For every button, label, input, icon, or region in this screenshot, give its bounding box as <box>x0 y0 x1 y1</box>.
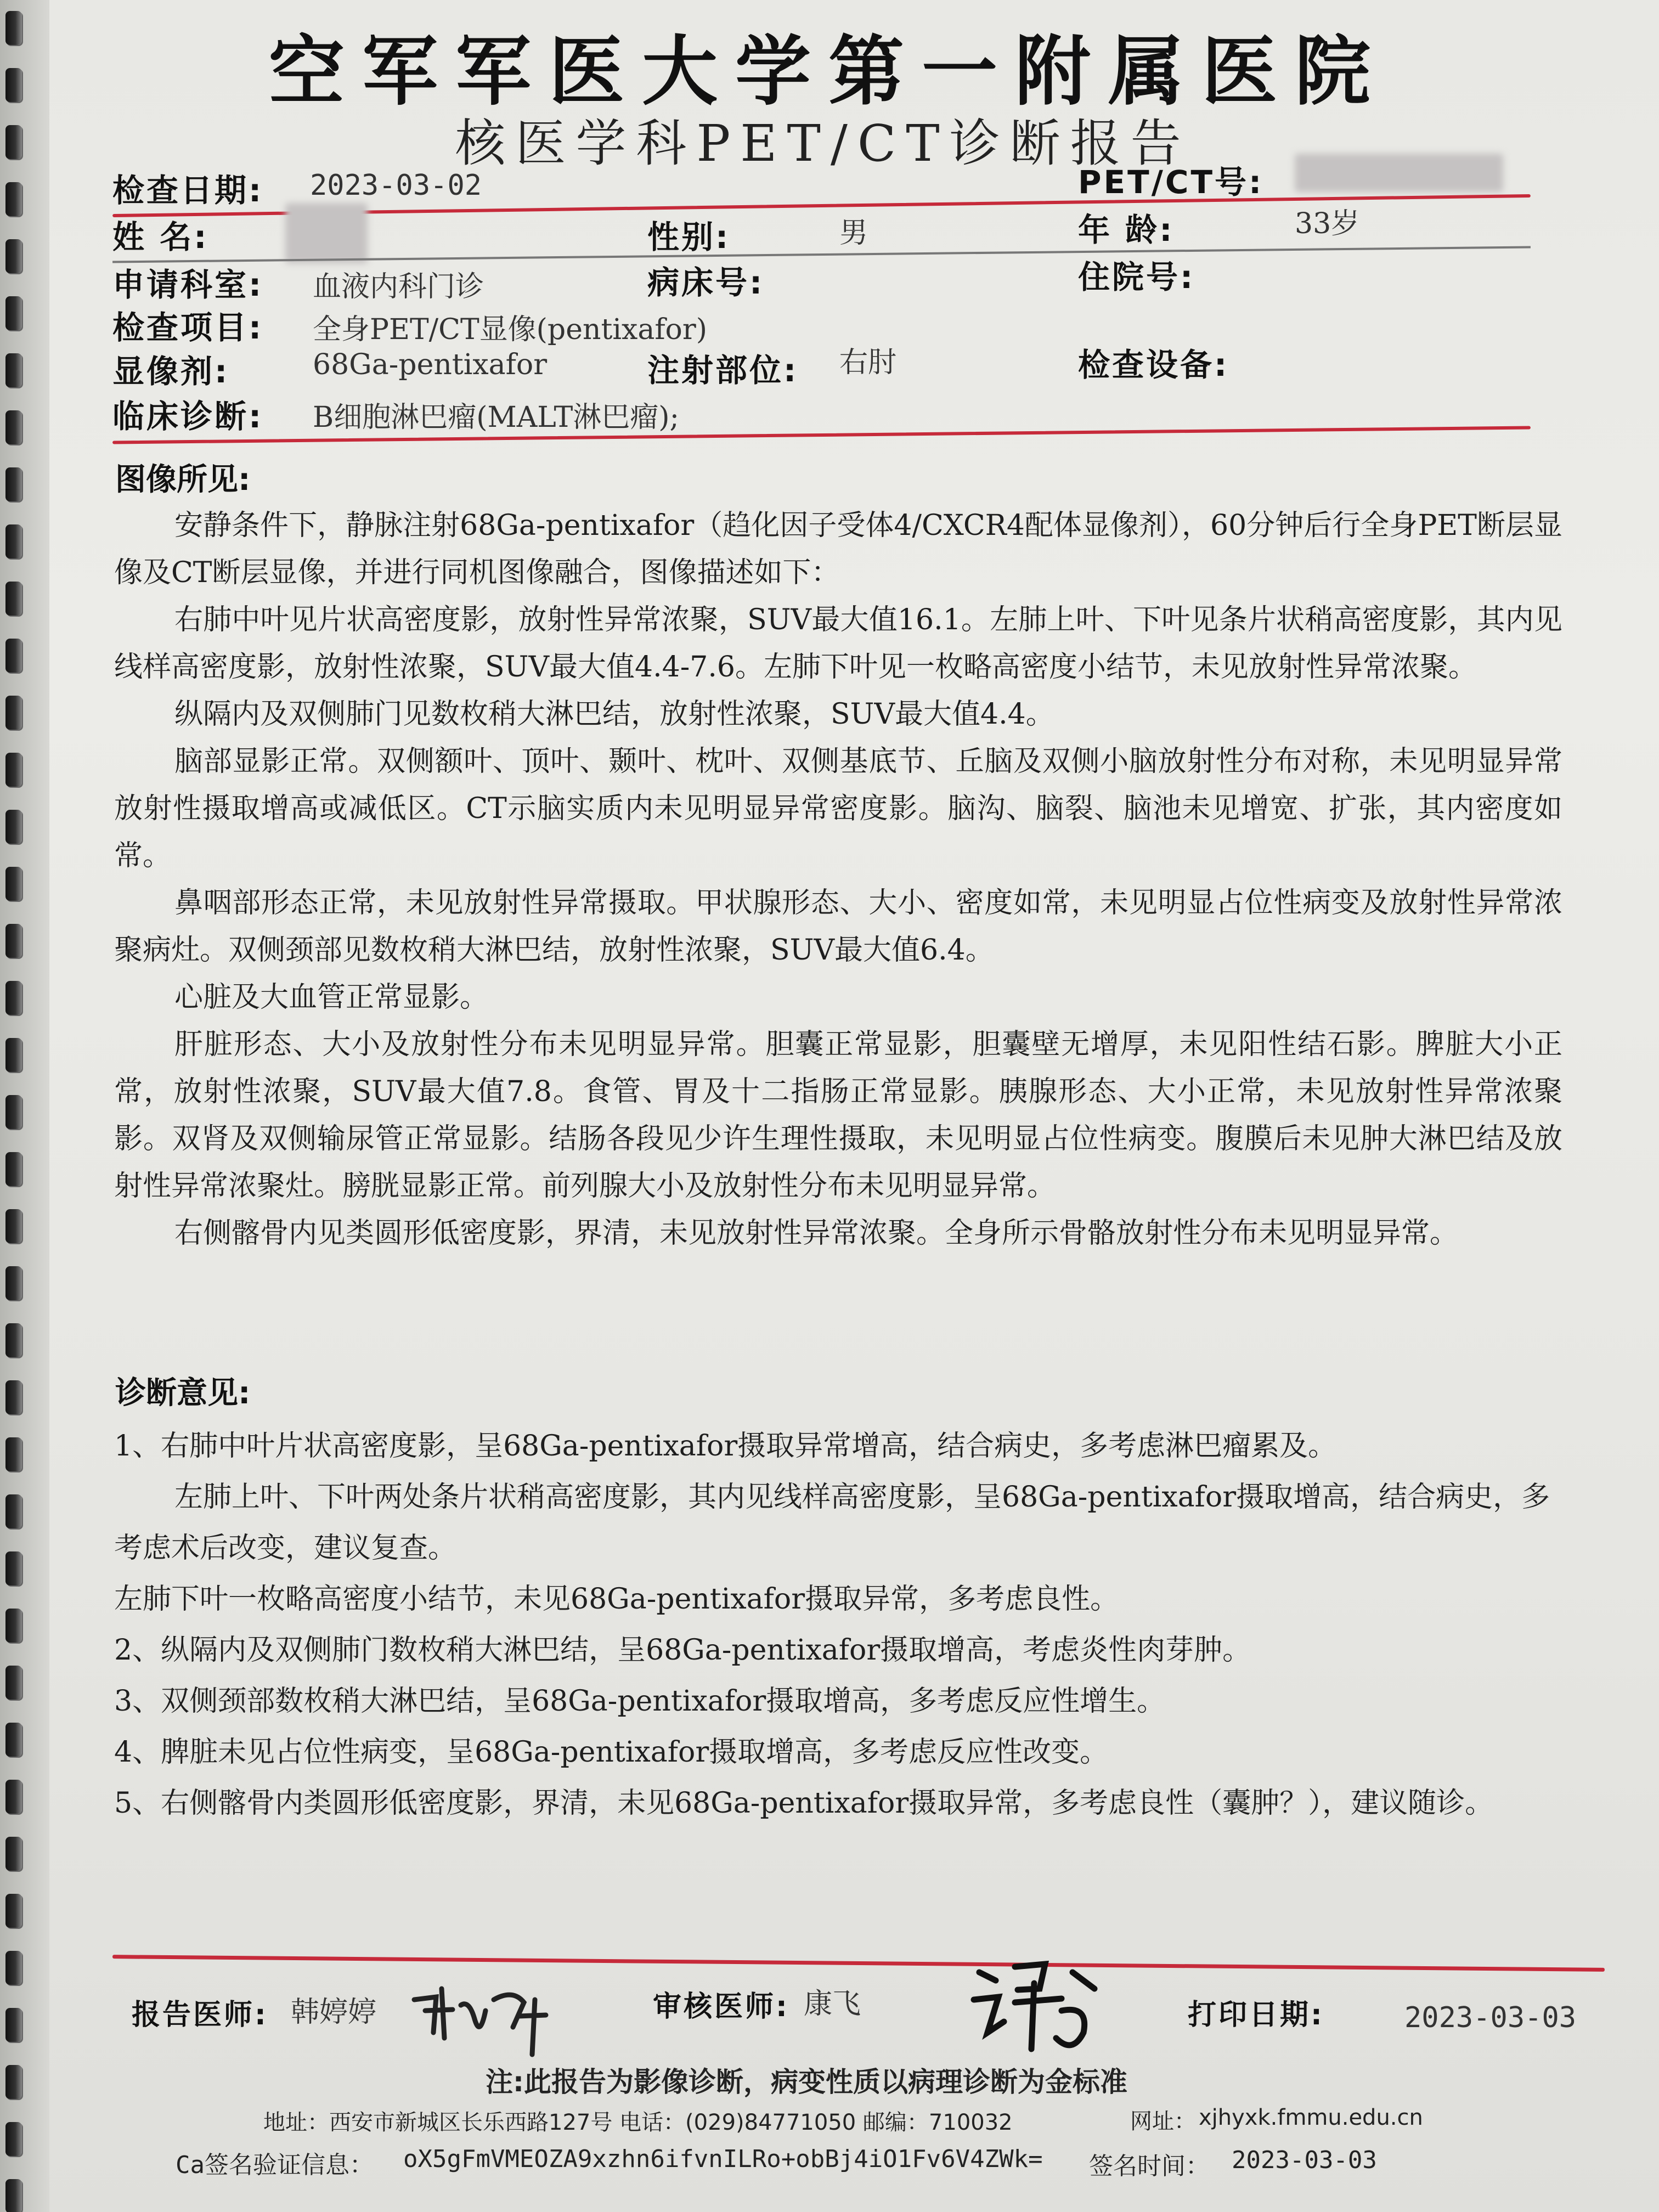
diagnosis-title: 诊断意见: <box>115 1375 251 1411</box>
spiral-ring <box>5 2122 22 2156</box>
spiral-ring <box>5 2179 22 2212</box>
spiral-ring <box>5 867 22 901</box>
petct-no-label: PET/CT号: <box>1078 163 1264 201</box>
spiral-ring <box>5 1323 22 1357</box>
spiral-ring <box>5 1038 22 1072</box>
inpatient-label: 住院号: <box>1078 258 1195 296</box>
findings-title: 图像所见: <box>115 462 251 498</box>
dept-label: 申请科室: <box>112 266 264 303</box>
agent-label: 显像剂: <box>112 353 230 390</box>
sex-label: 性别: <box>647 218 731 256</box>
spiral-ring <box>5 1494 22 1528</box>
spiral-ring <box>5 582 22 616</box>
site-value: 右肘 <box>839 346 897 379</box>
spiral-ring <box>5 1780 22 1814</box>
petct-no-redacted <box>1295 154 1503 192</box>
diagnosis-item: 左肺下叶一枚略高密度小结节，未见68Ga-pentixafor摄取异常，多考虑良性。 <box>114 1583 1119 1616</box>
item-label: 检查项目: <box>112 309 264 346</box>
spiral-ring <box>5 639 22 673</box>
dept-value: 血液内科门诊 <box>313 270 484 303</box>
sex-value: 男 <box>839 217 868 250</box>
disclaimer-note: 注:此报告为影像诊断，病变性质以病理诊断为金标准 <box>486 2066 1127 2098</box>
diagnosis-item: 左肺上叶、下叶两处条片状稍高密度影，其内见线样高密度影，呈68Ga-pentixafor摄取增高，结合病史，多考虑术后改变，建议复查。 <box>114 1481 1550 1565</box>
spiral-ring <box>5 410 22 444</box>
sign-time-label: 签名时间： <box>1089 2152 1210 2180</box>
spiral-ring <box>5 810 22 844</box>
sign-time: 2023-03-03 <box>1232 2146 1377 2174</box>
spiral-ring <box>5 1894 22 1928</box>
website-label: 网址： <box>1130 2109 1196 2134</box>
age-label: 年 龄: <box>1078 211 1175 249</box>
agent-value: 68Ga-pentixafor <box>313 348 548 381</box>
findings-paragraph: 安静条件下，静脉注射68Ga-pentixafor（趋化因子受体4/CXCR4配体显像剂），60分钟后行全身PET断层显像及CT断层显像，并进行同机图像融合，图像描述如下： <box>114 509 1562 589</box>
address-line: 地址：西安市新城区长乐西路127号 电话：(029)84771050 邮编：710032 <box>263 2110 1013 2135</box>
findings-paragraph: 纵隔内及双侧肺门见数枚稍大淋巴结，放射性浓聚，SUV最大值4.4。 <box>174 698 1054 731</box>
spiral-ring <box>5 696 22 730</box>
spiral-ring <box>5 296 22 330</box>
spiral-ring <box>5 239 22 273</box>
diagnosis-item: 1、右肺中叶片状高密度影，呈68Ga-pentixafor摄取异常增高，结合病史，多考虑淋巴瘤累及。 <box>114 1430 1337 1463</box>
footer-red-rule <box>112 1955 1605 1972</box>
spiral-ring <box>5 1609 22 1643</box>
spiral-ring <box>5 353 22 387</box>
bed-label: 病床号: <box>647 264 765 301</box>
spiral-ring <box>5 1437 22 1471</box>
age-value: 33岁 <box>1295 207 1360 240</box>
findings-paragraph: 鼻咽部形态正常，未见放射性异常摄取。甲状腺形态、大小、密度如常，未见明显占位性病变及放射性异常浓聚病灶。双侧颈部见数枚稍大淋巴结，放射性浓聚，SUV最大值6.4。 <box>114 887 1562 967</box>
diagnosis-item: 3、双侧颈部数枚稍大淋巴结，呈68Ga-pentixafor摄取增高，多考虑反应性增生。 <box>114 1685 1166 1718</box>
diagnosis-list <box>114 1421 1562 1829</box>
spiral-ring <box>5 1723 22 1757</box>
spiral-ring <box>5 1266 22 1300</box>
findings-paragraph: 右肺中叶见片状高密度影，放射性异常浓聚，SUV最大值16.1。左肺上叶、下叶见条片状稍高密度影，其内见线样高密度影，放射性浓聚，SUV最大值4.4-7.6。左肺下叶见一枚略高密度小结节，未见放射性异常浓聚。 <box>114 603 1562 684</box>
binding-spiral <box>0 0 49 2212</box>
review-doctor-label: 审核医师: <box>653 1990 789 2023</box>
spiral-ring <box>5 1951 22 1985</box>
spiral-ring <box>5 1380 22 1414</box>
spiral-ring <box>5 11 22 45</box>
website-link[interactable]: xjhyxk.fmmu.edu.cn <box>1199 2105 1423 2130</box>
spiral-ring <box>5 182 22 216</box>
spiral-ring <box>5 524 22 558</box>
findings-body <box>114 502 1562 1257</box>
spiral-ring <box>5 753 22 787</box>
site-label: 注射部位: <box>647 352 799 389</box>
spiral-ring <box>5 981 22 1015</box>
ca-label: Ca签名验证信息： <box>176 2151 374 2179</box>
findings-paragraph: 脑部显影正常。双侧额叶、顶叶、颞叶、枕叶、双侧基底节、丘脑及双侧小脑放射性分布对称，未见明显异常放射性摄取增高或减低区。CT示脑实质内未见明显异常密度影。脑沟、脑裂、脑池未见增宽、扩张，其内密度如常。 <box>114 745 1562 872</box>
diagnosis-item: 5、右侧髂骨内类圆形低密度影，界清，未见68Ga-pentixafor摄取异常，多考虑良性（囊肿？），建议随诊。 <box>114 1787 1494 1820</box>
ca-code: oX5gFmVMEOZA9xzhn6ifvnILRo+obBj4iO1Fv6V4ZWk= <box>403 2145 1043 2173</box>
exam-date-label: 检查日期: <box>112 172 264 209</box>
hospital-name: 空军军医大学第一附属医院 <box>268 26 1388 116</box>
spiral-ring <box>5 467 22 501</box>
spiral-ring <box>5 1095 22 1129</box>
name-label: 姓 名: <box>112 218 209 256</box>
exam-date: 2023-03-02 <box>310 169 482 202</box>
spiral-ring <box>5 1209 22 1243</box>
findings-paragraph: 心脏及大血管正常显影。 <box>174 981 489 1014</box>
device-label: 检查设备: <box>1078 346 1229 383</box>
clinical-value: B细胞淋巴瘤(MALT淋巴瘤); <box>313 401 680 434</box>
spiral-ring <box>5 2065 22 2099</box>
findings-paragraph: 肝脏形态、大小及放射性分布未见明显异常。胆囊正常显影，胆囊壁无增厚，未见阳性结石影。脾脏大小正常，放射性浓聚，SUV最大值7.8。食管、胃及十二指肠正常显影。胰腺形态、大小正常，未见放射性异常浓聚影。双肾及双侧输尿管正常显影。结肠各段见少许生理性摄取，未见明显占位性病变。腹膜后未见肿大淋巴结及放射性异常浓聚灶。膀胱显影正常。前列腺大小及放射性分布未见明显异常。 <box>114 1028 1562 1203</box>
review-doctor-name: 康飞 <box>804 1988 861 2021</box>
report-doctor-label: 报告医师: <box>132 1999 268 2032</box>
spiral-ring <box>5 125 22 159</box>
spiral-ring <box>5 1152 22 1186</box>
diagnosis-item: 4、脾脏未见占位性病变，呈68Ga-pentixafor摄取增高，多考虑反应性改变。 <box>114 1736 1109 1769</box>
report-doctor-signature-icon <box>403 1967 562 2060</box>
spiral-ring <box>5 1837 22 1871</box>
spiral-ring <box>5 1551 22 1585</box>
spiral-ring <box>5 1666 22 1700</box>
print-date: 2023-03-03 <box>1404 2001 1577 2034</box>
spiral-ring <box>5 924 22 958</box>
spiral-ring <box>5 68 22 102</box>
report-title: 核医学科PET/CT诊断报告 <box>455 114 1191 173</box>
diagnosis-item: 2、纵隔内及双侧肺门数枚稍大淋巴结，呈68Ga-pentixafor摄取增高，考虑炎性肉芽肿。 <box>114 1634 1251 1667</box>
print-date-label: 打印日期: <box>1188 1999 1324 2032</box>
report-doctor-name: 韩婷婷 <box>291 1996 377 2029</box>
spiral-ring <box>5 2008 22 2042</box>
item-value: 全身PET/CT显像(pentixafor) <box>313 313 708 346</box>
findings-paragraph: 右侧髂骨内见类圆形低密度影，界清，未见放射性异常浓聚。全身所示骨骼放射性分布未见明显异常。 <box>174 1217 1459 1250</box>
review-doctor-signature-icon <box>963 1950 1105 2060</box>
patient-name-redacted <box>285 203 368 263</box>
clinical-label: 临床诊断: <box>112 398 264 435</box>
